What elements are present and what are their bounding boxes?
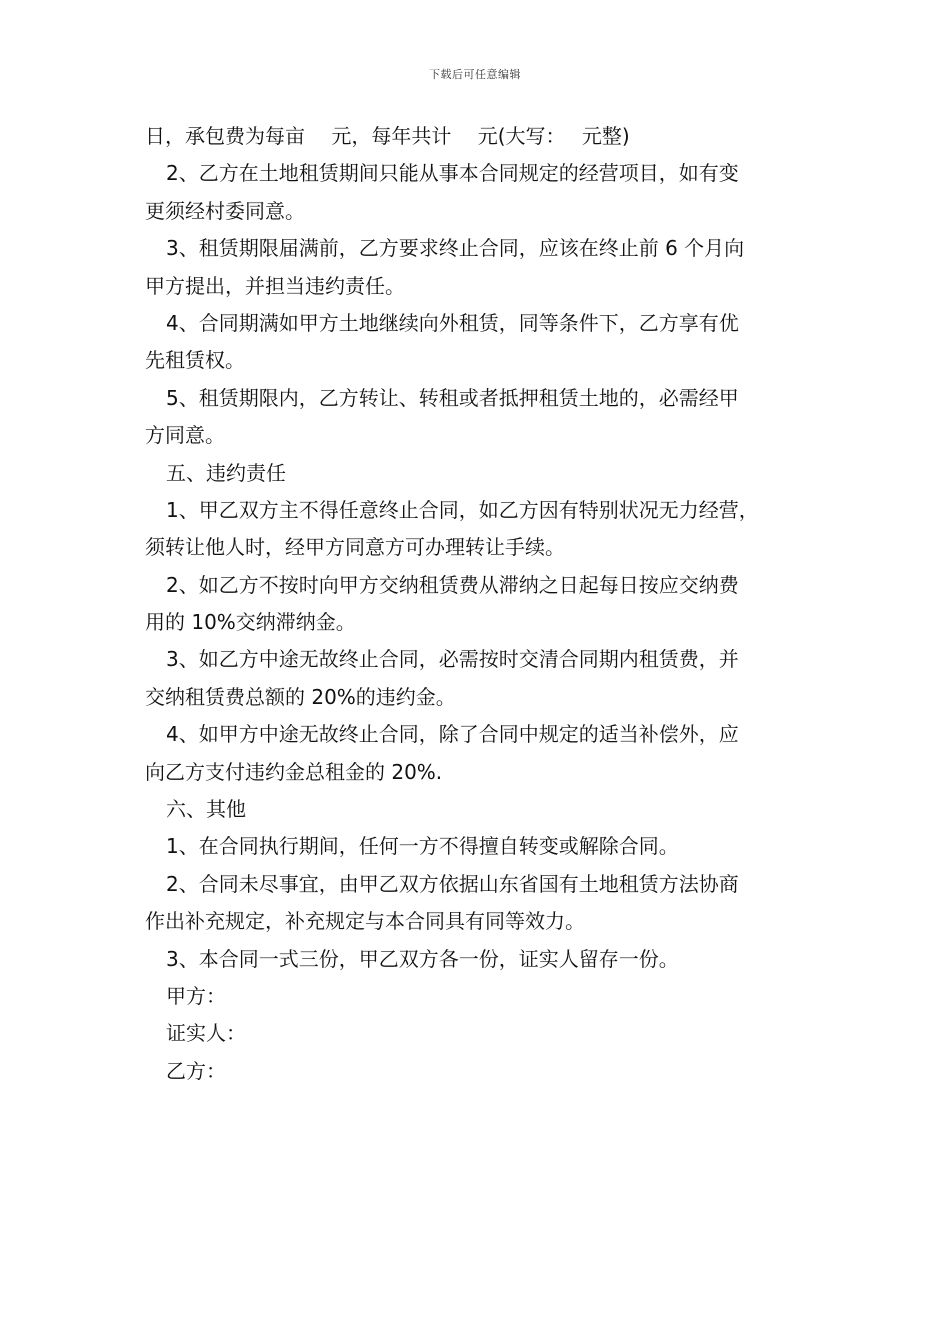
text-line: 4、如甲方中途无故终止合同，除了合同中规定的适当补偿外，应 xyxy=(166,722,739,747)
text-line: 1、在合同执行期间，任何一方不得擅自转变或解除合同。 xyxy=(166,834,679,859)
text-line: 用的 10%交纳滞纳金。 xyxy=(145,610,356,635)
text-line: 4、合同期满如甲方土地继续向外租赁，同等条件下，乙方享有优 xyxy=(166,310,739,335)
text-line: 作出补充规定，补充规定与本合同具有同等效力。 xyxy=(145,909,585,934)
text-line: 1、甲乙双方主不得任意终止合同，如乙方因有特别状况无力经营， xyxy=(166,497,759,522)
text-line: 向乙方支付违约金总租金的 20%. xyxy=(145,759,443,784)
text-line: 方同意。 xyxy=(145,423,225,448)
text-line: 3、租赁期限届满前，乙方要求终止合同，应该在终止前 6 个月向 xyxy=(166,236,745,261)
section-heading: 五、违约责任 xyxy=(166,460,286,485)
text-line: 3、本合同一式三份，甲乙双方各一份，证实人留存一份。 xyxy=(166,946,679,971)
text-line: 须转让他人时，经甲方同意方可办理转让手续。 xyxy=(145,535,565,560)
page-header: 下载后可任意编辑 xyxy=(429,68,521,81)
text-line: 先租赁权。 xyxy=(145,348,245,373)
text-line: 3、如乙方中途无故终止合同，必需按时交清合同期内租赁费，并 xyxy=(166,647,739,672)
document-body xyxy=(145,118,825,1090)
signature-witness: 证实人： xyxy=(166,1021,246,1046)
signature-party-a: 甲方： xyxy=(166,983,226,1008)
text-line: 2、乙方在土地租赁期间只能从事本合同规定的经营项目，如有变 xyxy=(166,161,739,186)
section-heading: 六、其他 xyxy=(166,797,246,822)
text-line: 交纳租赁费总额的 20%的违约金。 xyxy=(145,684,456,709)
text-line: 2、如乙方不按时向甲方交纳租赁费从滞纳之日起每日按应交纳费 xyxy=(166,572,739,597)
text-line: 2、合同未尽事宜，由甲乙双方依据山东省国有土地租赁方法协商 xyxy=(166,871,739,896)
text-line: 甲方提出，并担当违约责任。 xyxy=(145,273,405,298)
signature-party-b: 乙方： xyxy=(166,1058,226,1083)
text-line: 更须经村委同意。 xyxy=(145,198,305,223)
text-line: 5、租赁期限内，乙方转让、转租或者抵押租赁土地的，必需经甲 xyxy=(166,385,739,410)
text-line: 日，承包费为每亩 元，每年共计 元(大写： 元整) xyxy=(145,124,630,148)
